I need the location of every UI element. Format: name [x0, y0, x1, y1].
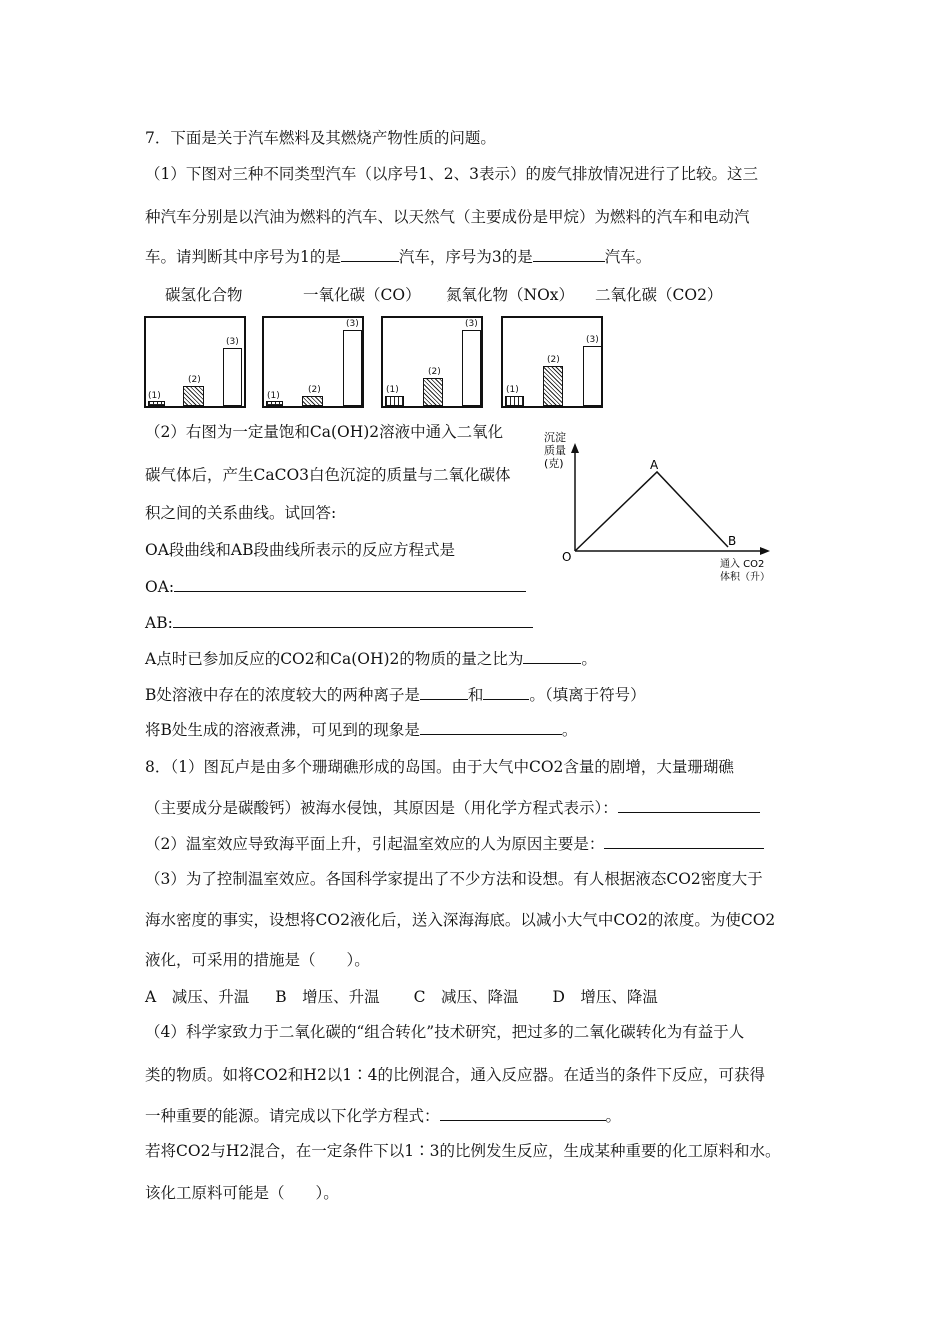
caption-nox: 氮氧化物（NOx） — [446, 286, 575, 304]
bar-label-2: (2) — [188, 375, 201, 385]
bar-3 — [343, 330, 362, 406]
q8-line5: 海水密度的事实，设想将CO2液化后，送入深海海底。以减小大气中CO2的浓度。为使CO2 — [145, 911, 776, 929]
q8-line2 — [145, 797, 760, 818]
bar-label-1: (1) — [386, 385, 399, 395]
q7-part1-text-b: 汽车，序号为3的是 — [398, 248, 533, 266]
q7-part1-text-a: 车。请判断其中序号为1的是 — [145, 248, 341, 266]
point-b-label: B — [728, 534, 737, 548]
oa-line — [145, 576, 526, 597]
bar-label-2: (2) — [547, 355, 560, 365]
oa-label: OA: — [145, 578, 175, 596]
q8-part4-text: 一种重要的能源。请完成以下化学方程式： — [145, 1107, 440, 1125]
answer-blank-ab[interactable] — [173, 612, 533, 628]
q7-title: 7．下面是关于汽车燃料及其燃烧产物性质的问题。 — [145, 129, 496, 147]
answer-blank-car3[interactable] — [533, 246, 605, 262]
bar-1 — [266, 401, 283, 406]
emission-chart-nox — [381, 316, 483, 408]
q7-part2-line1: （2）右图为一定量饱和Ca(OH)2溶液中通入二氧化 — [145, 423, 504, 441]
bar-2 — [183, 386, 204, 406]
x-label-2: 体积（升） — [720, 572, 770, 583]
bar-1 — [505, 396, 524, 406]
y-axis-arrow — [571, 443, 579, 453]
y-label-1: 沉淀 — [544, 431, 566, 444]
period: 。 — [581, 650, 597, 668]
x-label-1: 通入 CO2 — [720, 559, 765, 570]
period: 。 — [561, 721, 578, 739]
precipitate-curve-graph — [540, 425, 790, 590]
answer-blank-ratio[interactable] — [523, 648, 581, 664]
option-b[interactable]: B 增压、升温 — [275, 988, 380, 1006]
q8-line4: （3）为了控制温室效应。各国科学家提出了不少方法和设想。有人根据液态CO2密度大于 — [145, 870, 763, 888]
answer-blank-equation[interactable] — [618, 797, 760, 813]
bar-label-2: (2) — [308, 385, 321, 395]
ions-hint: 。（填离于符号） — [529, 686, 646, 704]
q8-part1-text: （主要成分是碳酸钙）被海水侵蚀，其原因是（用化学方程式表示）： — [145, 799, 618, 817]
origin-label: O — [562, 550, 572, 564]
q7-part2-line7 — [145, 648, 597, 669]
answer-blank-ion1[interactable] — [420, 684, 468, 700]
option-d[interactable]: D 增压、降温 — [552, 988, 658, 1006]
q7-part2-line8 — [145, 684, 646, 705]
bar-label-3: (3) — [586, 335, 599, 345]
q7-part1-text-c: 汽车。 — [604, 248, 652, 266]
q8-line8: （4）科学家致力于二氧化碳的“组合转化”技术研究，把过多的二氧化碳转化为有益于人 — [145, 1023, 745, 1041]
period: 。 — [605, 1107, 622, 1125]
bar-3 — [462, 330, 481, 406]
ratio-question: A点时已参加反应的CO2和Ca(OH)2的物质的量之比为 — [145, 650, 524, 668]
answer-blank-oa[interactable] — [174, 576, 526, 592]
curve-oab — [575, 472, 728, 551]
q8-options — [145, 987, 658, 1007]
bar-label-3: (3) — [465, 319, 478, 329]
bar-label-1: (1) — [267, 391, 280, 401]
bar-1 — [148, 401, 165, 406]
q7-part2-line9 — [145, 719, 577, 740]
answer-blank-ion2[interactable] — [483, 684, 529, 700]
answer-blank-chem-equation[interactable] — [440, 1105, 606, 1121]
and-text: 和 — [467, 686, 484, 704]
caption-co: 一氧化碳（CO） — [303, 286, 421, 304]
option-a[interactable]: A 减压、升温 — [145, 988, 250, 1006]
boil-question: 将B处生成的溶液煮沸，可见到的现象是 — [145, 721, 420, 739]
point-a-label: A — [650, 458, 659, 472]
y-label-3: (克) — [544, 457, 564, 470]
bar-label-3: (3) — [226, 337, 239, 347]
bar-label-1: (1) — [506, 385, 519, 395]
q7-part1-line2: 种汽车分别是以汽油为燃料的汽车、以天然气（主要成份是甲烷）为燃料的汽车和电动汽 — [145, 208, 750, 226]
q8-line9: 类的物质。如将CO2和H2以1∶4的比例混合，通入反应器。在适当的条件下反应，可获得 — [145, 1066, 766, 1084]
x-axis-arrow — [760, 547, 770, 555]
option-c[interactable]: C 减压、降温 — [413, 988, 519, 1006]
answer-blank-phenomenon[interactable] — [420, 719, 562, 735]
emission-chart-hydrocarbons — [144, 316, 246, 408]
caption-co2: 二氧化碳（CO2） — [595, 286, 723, 304]
ions-question: B处溶液中存在的浓度较大的两种离子是 — [145, 686, 420, 704]
answer-blank-car1[interactable] — [341, 246, 399, 262]
bar-label-3: (3) — [346, 319, 359, 329]
ab-label: AB: — [145, 614, 173, 632]
q7-part2-line4: OA段曲线和AB段曲线所表示的反应方程式是 — [145, 541, 455, 559]
bar-2 — [543, 366, 563, 406]
caption-hydrocarbons: 碳氢化合物 — [165, 286, 243, 304]
bar-3 — [223, 348, 242, 406]
emission-chart-co2 — [501, 316, 603, 408]
bar-label-2: (2) — [428, 367, 441, 377]
q8-line6: 液化，可采用的措施是（ ）。 — [145, 951, 370, 969]
bar-2 — [302, 396, 323, 406]
q8-line1: 8．（1）图瓦卢是由多个珊瑚礁形成的岛国。由于大气中CO2含量的剧增，大量珊瑚礁 — [145, 758, 734, 776]
q8-part2-text: （2）温室效应导致海平面上升，引起温室效应的人为原因主要是： — [145, 835, 605, 853]
q8-line12: 该化工原料可能是（ ）。 — [145, 1184, 339, 1202]
bar-3 — [583, 346, 602, 406]
q8-line3 — [145, 833, 764, 854]
q8-line11: 若将CO2与H2混合，在一定条件下以1∶3的比例发生反应，生成某种重要的化工原料和水。 — [145, 1142, 781, 1160]
bar-1 — [385, 396, 404, 406]
q7-part1-line1: （1）下图对三种不同类型汽车（以序号1、2、3表示）的废气排放情况进行了比较。这三 — [145, 165, 758, 183]
q8-line10 — [145, 1105, 621, 1126]
q7-part2-line2: 碳气体后，产生CaCO3白色沉淀的质量与二氧化碳体 — [145, 466, 511, 484]
answer-blank-cause[interactable] — [604, 833, 764, 849]
ab-line — [145, 612, 533, 633]
bar-label-1: (1) — [148, 391, 161, 401]
q7-part2-line3: 积之间的关系曲线。试回答: — [145, 504, 337, 522]
y-label-2: 质量 — [544, 444, 566, 457]
q7-part1-line3 — [145, 246, 651, 267]
bar-2 — [423, 378, 443, 406]
emission-chart-co — [262, 316, 364, 408]
